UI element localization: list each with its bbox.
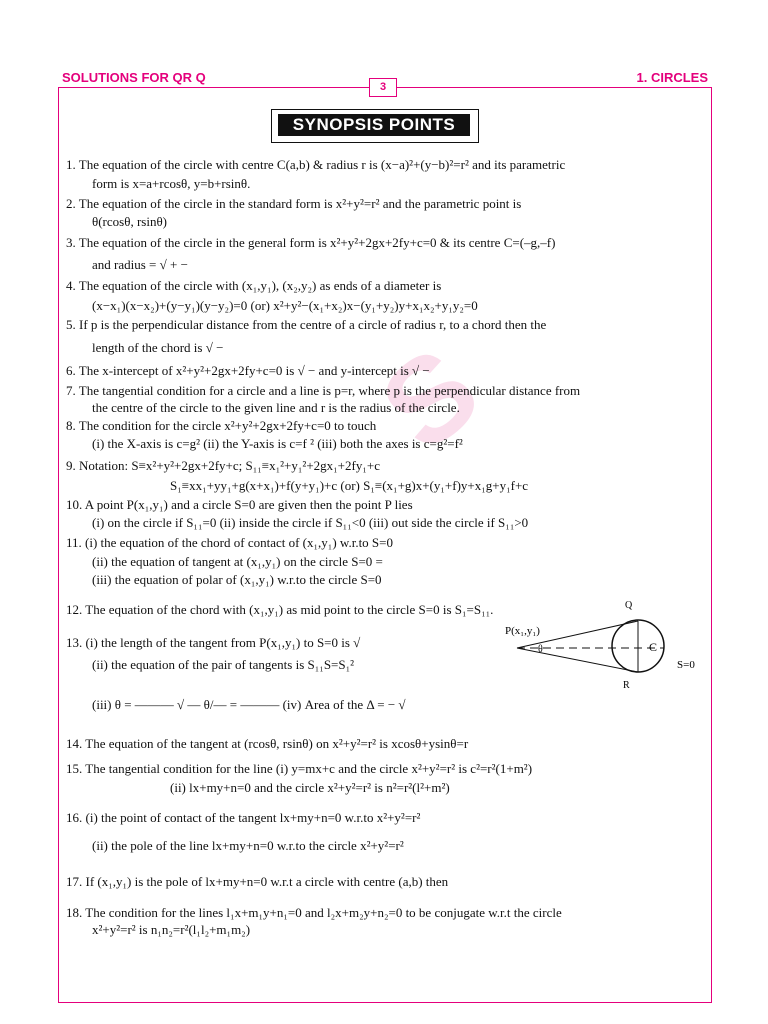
synopsis-line-l15b: (ii) lx+my+n=0 and the circle x²+y²=r² is n²=r²(l²+m²) [170, 780, 450, 795]
title-box [271, 109, 479, 143]
synopsis-line-l13: 13. (i) the length of the tangent from P(x₁,y₁) to S=0 is √ [66, 635, 361, 650]
synopsis-line-l4: 4. The equation of the circle with (x₁,y₁), (x₂,y₂) as ends of a diameter is [66, 278, 442, 293]
label-s: S=0 [677, 659, 695, 671]
tangent-diagram [495, 598, 710, 688]
synopsis-line-l3: 3. The equation of the circle in the general form is x²+y²+2gx+2fy+c=0 & its centre C=(–g,–f) [66, 235, 556, 250]
synopsis-line-l18b: x²+y²=r² is n₁n₂=r²(l₁l₂+m₁m₂) [92, 922, 251, 937]
synopsis-line-l8b: (i) the X-axis is c=g² (ii) the Y-axis is c=f ² (iii) both the axes is c=g²=f² [92, 436, 463, 451]
synopsis-line-l2b: θ(rcosθ, rsinθ) [92, 214, 167, 229]
synopsis-line-l2: 2. The equation of the circle in the standard form is x²+y²=r² and the parametric point is [66, 196, 522, 211]
synopsis-line-l12: 12. The equation of the chord with (x₁,y₁) as mid point to the circle S=0 is S₁=S₁₁. [66, 602, 494, 617]
synopsis-line-l3b: and radius = √ + − [92, 257, 188, 272]
synopsis-line-l5b: length of the chord is √ − [92, 340, 224, 355]
page-title: SYNOPSIS POINTS [278, 114, 470, 136]
synopsis-line-l16: 16. (i) the point of contact of the tangent lx+my+n=0 w.r.to x²+y²=r² [66, 810, 421, 825]
synopsis-line-l13c: (iii) θ = ——— √ — θ/— = ——— (iv) Area of the Δ = − √ [92, 697, 406, 712]
header-right: 1. CIRCLES [636, 70, 708, 85]
synopsis-line-l4b: (x−x₁)(x−x₂)+(y−y₁)(y−y₂)=0 (or) x²+y²−(x₁+x₂)x−(y₁+y₂)y+x₁x₂+y₁y₂=0 [92, 298, 478, 313]
synopsis-line-l9b: S₁≡xx₁+yy₁+g(x+x₁)+f(y+y₁)+c (or) S₁≡(x₁+g)x+(y₁+f)y+x₁g+y₁f+c [170, 478, 529, 493]
synopsis-line-l14: 14. The equation of the tangent at (rcosθ, rsinθ) on x²+y²=r² is xcosθ+ysinθ=r [66, 736, 469, 751]
synopsis-line-l11b: (ii) the equation of tangent at (x₁,y₁) on the circle S=0 = [92, 554, 383, 569]
synopsis-line-l7b: the centre of the circle to the given line and r is the radius of the circle. [92, 400, 460, 415]
label-q: Q [625, 600, 633, 611]
synopsis-line-l9: 9. Notation: S≡x²+y²+2gx+2fy+c; S₁₁≡x₁²+y₁²+2gx₁+2fy₁+c [66, 458, 380, 473]
label-c: C [649, 640, 658, 654]
synopsis-line-l7: 7. The tangential condition for a circle and a line is p=r, where p is the perpendicular distance from [66, 383, 581, 398]
synopsis-line-l10: 10. A point P(x₁,y₁) and a circle S=0 are given then the point P lies [66, 497, 413, 512]
synopsis-line-l1b: form is x=a+rcosθ, y=b+rsinθ. [92, 176, 251, 191]
synopsis-line-l6: 6. The x-intercept of x²+y²+2gx+2fy+c=0 is √ − and y-intercept is √ − [66, 363, 430, 378]
header-left: SOLUTIONS FOR QR Q [62, 70, 206, 85]
synopsis-line-l15: 15. The tangential condition for the line (i) y=mx+c and the circle x²+y²=r² is c²=r²(1+m²) [66, 761, 533, 776]
synopsis-line-l17: 17. If (x₁,y₁) is the pole of lx+my+n=0 w.r.t a circle with centre (a,b) then [66, 874, 449, 889]
page-number: 3 [369, 78, 397, 97]
synopsis-line-l11: 11. (i) the equation of the chord of contact of (x₁,y₁) w.r.to S=0 [66, 535, 393, 550]
synopsis-line-l18: 18. The condition for the lines l₁x+m₁y+n₁=0 and l₂x+m₂y+n₂=0 to be conjugate w.r.t the circle [66, 905, 562, 920]
synopsis-line-l8: 8. The condition for the circle x²+y²+2gx+2fy+c=0 to touch [66, 418, 377, 433]
label-r: R [623, 680, 630, 688]
synopsis-line-l10b: (i) on the circle if S₁₁=0 (ii) inside the circle if S₁₁<0 (iii) out side the circle if S₁₁>0 [92, 515, 529, 530]
synopsis-line-l5: 5. If p is the perpendicular distance from the centre of a circle of radius r, to a chord then the [66, 317, 547, 332]
synopsis-line-l16b: (ii) the pole of the line lx+my+n=0 w.r.to the circle x²+y²=r² [92, 838, 404, 853]
label-p: P(x₁,y₁) [505, 625, 540, 637]
synopsis-line-l1: 1. The equation of the circle with centre C(a,b) & radius r is (x−a)²+(y−b)²=r² and its parametric [66, 157, 566, 172]
watermark: S [356, 321, 504, 477]
label-theta: θ [538, 644, 543, 655]
synopsis-line-l11c: (iii) the equation of polar of (x₁,y₁) w.r.to the circle S=0 [92, 572, 382, 587]
synopsis-line-l13b: (ii) the equation of the pair of tangents is S₁₁S=S₁² [92, 657, 355, 672]
